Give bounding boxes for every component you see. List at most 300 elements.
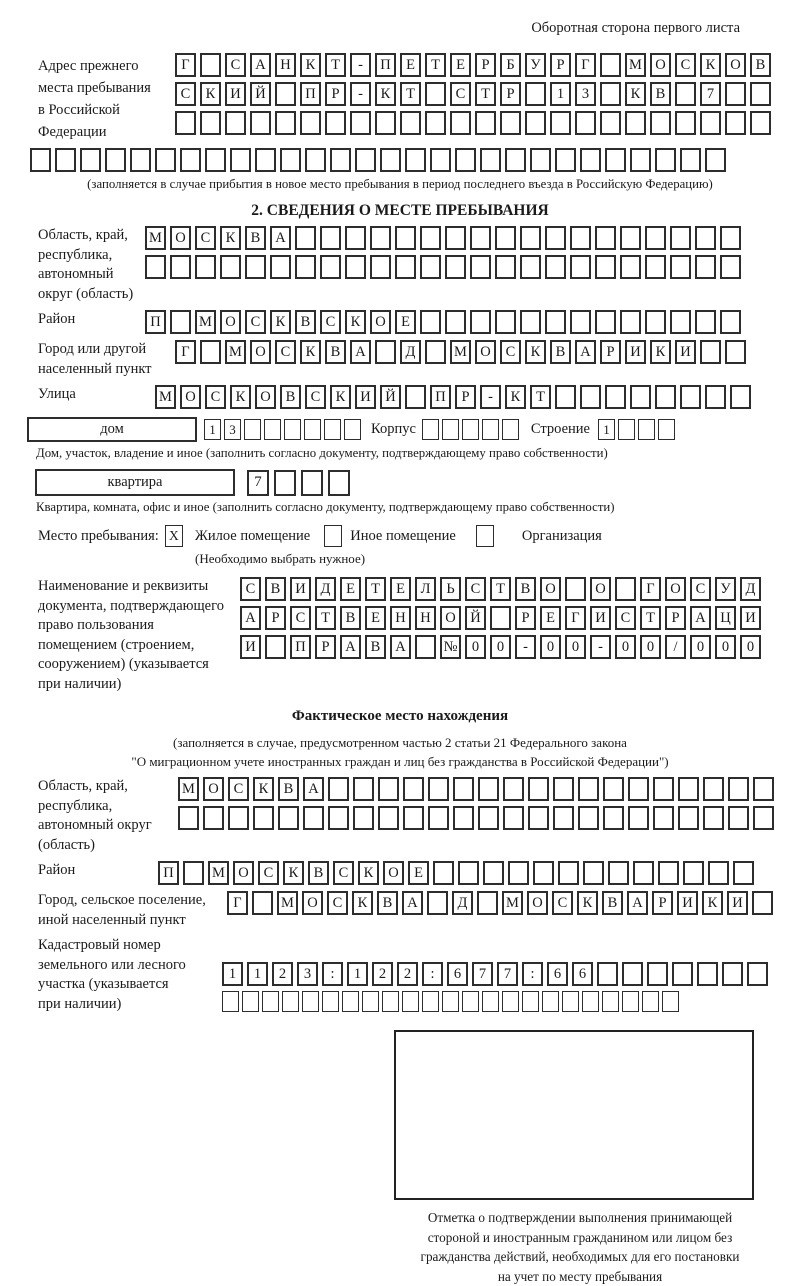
- char-box[interactable]: Р: [315, 635, 336, 659]
- char-box[interactable]: [645, 310, 666, 334]
- char-box[interactable]: [278, 806, 299, 830]
- char-box[interactable]: [475, 111, 496, 135]
- char-box[interactable]: [695, 226, 716, 250]
- char-box[interactable]: -: [350, 82, 371, 106]
- char-box[interactable]: [345, 255, 366, 279]
- char-box[interactable]: Е: [408, 861, 429, 885]
- char-box[interactable]: К: [352, 891, 373, 915]
- char-box[interactable]: [520, 255, 541, 279]
- char-box[interactable]: С: [240, 577, 261, 601]
- kvartira-type-box[interactable]: квартира: [35, 469, 235, 496]
- char-box[interactable]: [320, 226, 341, 250]
- char-box[interactable]: [728, 806, 749, 830]
- char-box[interactable]: [305, 148, 326, 172]
- char-box[interactable]: [605, 385, 626, 409]
- char-box[interactable]: [520, 310, 541, 334]
- char-box[interactable]: :: [522, 962, 543, 986]
- char-box[interactable]: Т: [315, 606, 336, 630]
- char-box[interactable]: [733, 861, 754, 885]
- char-box[interactable]: [747, 962, 768, 986]
- char-box[interactable]: [478, 806, 499, 830]
- char-box[interactable]: №: [440, 635, 461, 659]
- char-box[interactable]: [630, 385, 651, 409]
- char-box[interactable]: [655, 385, 676, 409]
- char-box[interactable]: А: [303, 777, 324, 801]
- char-box[interactable]: [265, 635, 286, 659]
- char-box[interactable]: [490, 606, 511, 630]
- char-box[interactable]: И: [625, 340, 646, 364]
- char-box[interactable]: [245, 255, 266, 279]
- char-box[interactable]: 0: [490, 635, 511, 659]
- char-box[interactable]: П: [430, 385, 451, 409]
- char-box[interactable]: М: [225, 340, 246, 364]
- char-box[interactable]: [675, 82, 696, 106]
- char-box[interactable]: С: [195, 226, 216, 250]
- char-box[interactable]: Р: [600, 340, 621, 364]
- char-box[interactable]: [200, 340, 221, 364]
- char-box[interactable]: М: [155, 385, 176, 409]
- char-box[interactable]: Г: [227, 891, 248, 915]
- char-box[interactable]: Р: [665, 606, 686, 630]
- char-box[interactable]: В: [340, 606, 361, 630]
- char-box[interactable]: [545, 255, 566, 279]
- char-box[interactable]: [720, 255, 741, 279]
- char-box[interactable]: Г: [640, 577, 661, 601]
- char-box[interactable]: И: [355, 385, 376, 409]
- char-box[interactable]: 7: [247, 470, 269, 496]
- char-box[interactable]: 6: [547, 962, 568, 986]
- char-box[interactable]: С: [690, 577, 711, 601]
- char-box[interactable]: [284, 419, 301, 440]
- char-box[interactable]: К: [358, 861, 379, 885]
- char-box[interactable]: [420, 310, 441, 334]
- char-box[interactable]: Ь: [440, 577, 461, 601]
- char-box[interactable]: [205, 148, 226, 172]
- char-box[interactable]: [375, 111, 396, 135]
- char-box[interactable]: [483, 861, 504, 885]
- char-box[interactable]: И: [290, 577, 311, 601]
- char-box[interactable]: К: [230, 385, 251, 409]
- char-box[interactable]: К: [253, 777, 274, 801]
- char-box[interactable]: [170, 255, 191, 279]
- char-box[interactable]: В: [602, 891, 623, 915]
- checkbox-organizatsiya[interactable]: [476, 525, 494, 547]
- char-box[interactable]: [300, 111, 321, 135]
- char-box[interactable]: [625, 111, 646, 135]
- char-box[interactable]: [595, 226, 616, 250]
- char-box[interactable]: [530, 148, 551, 172]
- char-box[interactable]: [670, 310, 691, 334]
- char-box[interactable]: [650, 111, 671, 135]
- char-box[interactable]: 7: [472, 962, 493, 986]
- char-box[interactable]: [324, 419, 341, 440]
- char-box[interactable]: [558, 861, 579, 885]
- char-box[interactable]: [750, 82, 771, 106]
- char-box[interactable]: [453, 777, 474, 801]
- char-box[interactable]: [703, 777, 724, 801]
- char-box[interactable]: [662, 991, 679, 1012]
- char-box[interactable]: [753, 777, 774, 801]
- char-box[interactable]: С: [320, 310, 341, 334]
- char-box[interactable]: -: [480, 385, 501, 409]
- char-box[interactable]: К: [300, 340, 321, 364]
- char-box[interactable]: К: [700, 53, 721, 77]
- char-box[interactable]: С: [258, 861, 279, 885]
- char-box[interactable]: Г: [575, 53, 596, 77]
- char-box[interactable]: Т: [475, 82, 496, 106]
- char-box[interactable]: С: [675, 53, 696, 77]
- char-box[interactable]: П: [300, 82, 321, 106]
- char-box[interactable]: М: [145, 226, 166, 250]
- checkbox-zhiloe[interactable]: X: [165, 525, 183, 547]
- char-box[interactable]: В: [515, 577, 536, 601]
- char-box[interactable]: [200, 111, 221, 135]
- char-box[interactable]: [264, 419, 281, 440]
- char-box[interactable]: [575, 111, 596, 135]
- char-box[interactable]: 0: [615, 635, 636, 659]
- char-box[interactable]: А: [270, 226, 291, 250]
- char-box[interactable]: Т: [365, 577, 386, 601]
- char-box[interactable]: [695, 310, 716, 334]
- char-box[interactable]: О: [650, 53, 671, 77]
- char-box[interactable]: Т: [425, 53, 446, 77]
- char-box[interactable]: [428, 806, 449, 830]
- char-box[interactable]: 1: [204, 419, 221, 440]
- char-box[interactable]: 6: [572, 962, 593, 986]
- char-box[interactable]: О: [540, 577, 561, 601]
- char-box[interactable]: [642, 991, 659, 1012]
- char-box[interactable]: 1: [222, 962, 243, 986]
- char-box[interactable]: К: [525, 340, 546, 364]
- char-box[interactable]: В: [325, 340, 346, 364]
- char-box[interactable]: [145, 255, 166, 279]
- char-box[interactable]: [728, 777, 749, 801]
- char-box[interactable]: [578, 777, 599, 801]
- char-box[interactable]: 6: [447, 962, 468, 986]
- char-box[interactable]: [295, 226, 316, 250]
- char-box[interactable]: [353, 806, 374, 830]
- char-box[interactable]: [422, 991, 439, 1012]
- char-box[interactable]: В: [308, 861, 329, 885]
- char-box[interactable]: А: [390, 635, 411, 659]
- char-box[interactable]: К: [577, 891, 598, 915]
- checkbox-inoe[interactable]: [324, 525, 342, 547]
- char-box[interactable]: [697, 962, 718, 986]
- char-box[interactable]: 7: [497, 962, 518, 986]
- char-box[interactable]: Т: [325, 53, 346, 77]
- char-box[interactable]: И: [677, 891, 698, 915]
- char-box[interactable]: [580, 385, 601, 409]
- char-box[interactable]: Г: [565, 606, 586, 630]
- char-box[interactable]: [638, 419, 655, 440]
- char-box[interactable]: Р: [515, 606, 536, 630]
- char-box[interactable]: П: [158, 861, 179, 885]
- char-box[interactable]: [228, 806, 249, 830]
- char-box[interactable]: [350, 111, 371, 135]
- char-box[interactable]: С: [228, 777, 249, 801]
- char-box[interactable]: [678, 777, 699, 801]
- char-box[interactable]: А: [690, 606, 711, 630]
- char-box[interactable]: [505, 148, 526, 172]
- char-box[interactable]: С: [615, 606, 636, 630]
- char-box[interactable]: [500, 111, 521, 135]
- char-box[interactable]: 1: [347, 962, 368, 986]
- char-box[interactable]: [622, 991, 639, 1012]
- char-box[interactable]: [425, 340, 446, 364]
- char-box[interactable]: Б: [500, 53, 521, 77]
- char-box[interactable]: У: [715, 577, 736, 601]
- char-box[interactable]: О: [370, 310, 391, 334]
- char-box[interactable]: [608, 861, 629, 885]
- char-box[interactable]: [583, 861, 604, 885]
- char-box[interactable]: И: [740, 606, 761, 630]
- char-box[interactable]: Н: [390, 606, 411, 630]
- char-box[interactable]: К: [330, 385, 351, 409]
- char-box[interactable]: [170, 310, 191, 334]
- char-box[interactable]: [725, 82, 746, 106]
- char-box[interactable]: [553, 806, 574, 830]
- char-box[interactable]: К: [375, 82, 396, 106]
- char-box[interactable]: [402, 991, 419, 1012]
- char-box[interactable]: [242, 991, 259, 1012]
- char-box[interactable]: :: [322, 962, 343, 986]
- char-box[interactable]: В: [280, 385, 301, 409]
- char-box[interactable]: А: [402, 891, 423, 915]
- char-box[interactable]: [195, 255, 216, 279]
- char-box[interactable]: [178, 806, 199, 830]
- char-box[interactable]: [244, 419, 261, 440]
- char-box[interactable]: [304, 419, 321, 440]
- char-box[interactable]: С: [327, 891, 348, 915]
- char-box[interactable]: П: [145, 310, 166, 334]
- char-box[interactable]: [562, 991, 579, 1012]
- char-box[interactable]: 0: [565, 635, 586, 659]
- char-box[interactable]: 2: [397, 962, 418, 986]
- char-box[interactable]: [342, 991, 359, 1012]
- char-box[interactable]: [503, 777, 524, 801]
- char-box[interactable]: Й: [250, 82, 271, 106]
- char-box[interactable]: П: [290, 635, 311, 659]
- char-box[interactable]: [595, 310, 616, 334]
- char-box[interactable]: [433, 861, 454, 885]
- char-box[interactable]: О: [170, 226, 191, 250]
- char-box[interactable]: [462, 419, 479, 440]
- char-box[interactable]: О: [203, 777, 224, 801]
- char-box[interactable]: Д: [740, 577, 761, 601]
- char-box[interactable]: [322, 991, 339, 1012]
- char-box[interactable]: В: [365, 635, 386, 659]
- char-box[interactable]: [502, 419, 519, 440]
- char-box[interactable]: В: [278, 777, 299, 801]
- char-box[interactable]: И: [225, 82, 246, 106]
- char-box[interactable]: И: [240, 635, 261, 659]
- char-box[interactable]: [555, 148, 576, 172]
- char-box[interactable]: О: [302, 891, 323, 915]
- char-box[interactable]: 1: [550, 82, 571, 106]
- char-box[interactable]: И: [727, 891, 748, 915]
- char-box[interactable]: [603, 806, 624, 830]
- char-box[interactable]: С: [465, 577, 486, 601]
- char-box[interactable]: О: [440, 606, 461, 630]
- char-box[interactable]: [274, 470, 296, 496]
- char-box[interactable]: [353, 777, 374, 801]
- char-box[interactable]: 0: [740, 635, 761, 659]
- char-box[interactable]: 3: [297, 962, 318, 986]
- char-box[interactable]: [80, 148, 101, 172]
- char-box[interactable]: Е: [450, 53, 471, 77]
- char-box[interactable]: [630, 148, 651, 172]
- char-box[interactable]: [565, 577, 586, 601]
- char-box[interactable]: [382, 991, 399, 1012]
- char-box[interactable]: [455, 148, 476, 172]
- char-box[interactable]: Р: [325, 82, 346, 106]
- char-box[interactable]: [400, 111, 421, 135]
- char-box[interactable]: [580, 148, 601, 172]
- char-box[interactable]: [502, 991, 519, 1012]
- char-box[interactable]: С: [205, 385, 226, 409]
- char-box[interactable]: В: [650, 82, 671, 106]
- char-box[interactable]: [345, 226, 366, 250]
- char-box[interactable]: -: [350, 53, 371, 77]
- char-box[interactable]: И: [675, 340, 696, 364]
- char-box[interactable]: [230, 148, 251, 172]
- char-box[interactable]: Й: [380, 385, 401, 409]
- char-box[interactable]: [658, 419, 675, 440]
- char-box[interactable]: [522, 991, 539, 1012]
- char-box[interactable]: [595, 255, 616, 279]
- char-box[interactable]: [362, 991, 379, 1012]
- char-box[interactable]: [628, 777, 649, 801]
- char-box[interactable]: А: [575, 340, 596, 364]
- char-box[interactable]: [482, 419, 499, 440]
- char-box[interactable]: 0: [640, 635, 661, 659]
- char-box[interactable]: [528, 777, 549, 801]
- char-box[interactable]: [303, 806, 324, 830]
- char-box[interactable]: [708, 861, 729, 885]
- char-box[interactable]: [482, 991, 499, 1012]
- char-box[interactable]: [553, 777, 574, 801]
- char-box[interactable]: [355, 148, 376, 172]
- char-box[interactable]: [405, 385, 426, 409]
- char-box[interactable]: [753, 806, 774, 830]
- char-box[interactable]: [545, 310, 566, 334]
- char-box[interactable]: 0: [540, 635, 561, 659]
- char-box[interactable]: В: [245, 226, 266, 250]
- char-box[interactable]: [253, 806, 274, 830]
- char-box[interactable]: О: [255, 385, 276, 409]
- char-box[interactable]: [453, 806, 474, 830]
- char-box[interactable]: [478, 777, 499, 801]
- char-box[interactable]: 1: [247, 962, 268, 986]
- char-box[interactable]: Р: [550, 53, 571, 77]
- char-box[interactable]: С: [225, 53, 246, 77]
- char-box[interactable]: [222, 991, 239, 1012]
- char-box[interactable]: [703, 806, 724, 830]
- char-box[interactable]: 3: [575, 82, 596, 106]
- char-box[interactable]: О: [220, 310, 241, 334]
- char-box[interactable]: [302, 991, 319, 1012]
- char-box[interactable]: [495, 310, 516, 334]
- char-box[interactable]: 2: [272, 962, 293, 986]
- char-box[interactable]: [480, 148, 501, 172]
- char-box[interactable]: К: [505, 385, 526, 409]
- char-box[interactable]: А: [250, 53, 271, 77]
- char-box[interactable]: Т: [400, 82, 421, 106]
- char-box[interactable]: О: [383, 861, 404, 885]
- char-box[interactable]: 2: [372, 962, 393, 986]
- char-box[interactable]: К: [283, 861, 304, 885]
- char-box[interactable]: [725, 340, 746, 364]
- char-box[interactable]: К: [220, 226, 241, 250]
- char-box[interactable]: [670, 226, 691, 250]
- char-box[interactable]: -: [590, 635, 611, 659]
- char-box[interactable]: У: [525, 53, 546, 77]
- char-box[interactable]: М: [625, 53, 646, 77]
- char-box[interactable]: [752, 891, 773, 915]
- char-box[interactable]: [670, 255, 691, 279]
- char-box[interactable]: Г: [175, 340, 196, 364]
- char-box[interactable]: [470, 226, 491, 250]
- char-box[interactable]: [380, 148, 401, 172]
- char-box[interactable]: С: [245, 310, 266, 334]
- char-box[interactable]: П: [375, 53, 396, 77]
- char-box[interactable]: [262, 991, 279, 1012]
- char-box[interactable]: [203, 806, 224, 830]
- char-box[interactable]: Р: [455, 385, 476, 409]
- char-box[interactable]: [503, 806, 524, 830]
- char-box[interactable]: [618, 419, 635, 440]
- char-box[interactable]: [220, 255, 241, 279]
- char-box[interactable]: С: [500, 340, 521, 364]
- char-box[interactable]: [700, 340, 721, 364]
- char-box[interactable]: [155, 148, 176, 172]
- char-box[interactable]: Р: [265, 606, 286, 630]
- char-box[interactable]: Г: [175, 53, 196, 77]
- char-box[interactable]: [395, 226, 416, 250]
- char-box[interactable]: [533, 861, 554, 885]
- char-box[interactable]: [620, 255, 641, 279]
- char-box[interactable]: Т: [490, 577, 511, 601]
- char-box[interactable]: Й: [465, 606, 486, 630]
- char-box[interactable]: [55, 148, 76, 172]
- char-box[interactable]: С: [175, 82, 196, 106]
- char-box[interactable]: [105, 148, 126, 172]
- char-box[interactable]: [255, 148, 276, 172]
- char-box[interactable]: [678, 806, 699, 830]
- char-box[interactable]: Р: [500, 82, 521, 106]
- char-box[interactable]: [470, 255, 491, 279]
- char-box[interactable]: О: [475, 340, 496, 364]
- char-box[interactable]: [645, 255, 666, 279]
- char-box[interactable]: [425, 82, 446, 106]
- char-box[interactable]: [525, 111, 546, 135]
- char-box[interactable]: [183, 861, 204, 885]
- char-box[interactable]: Л: [415, 577, 436, 601]
- char-box[interactable]: С: [305, 385, 326, 409]
- char-box[interactable]: [578, 806, 599, 830]
- char-box[interactable]: С: [290, 606, 311, 630]
- char-box[interactable]: [427, 891, 448, 915]
- char-box[interactable]: [675, 111, 696, 135]
- char-box[interactable]: В: [265, 577, 286, 601]
- char-box[interactable]: [428, 777, 449, 801]
- char-box[interactable]: [275, 111, 296, 135]
- char-box[interactable]: [582, 991, 599, 1012]
- char-box[interactable]: [442, 419, 459, 440]
- char-box[interactable]: О: [233, 861, 254, 885]
- char-box[interactable]: [330, 148, 351, 172]
- char-box[interactable]: М: [277, 891, 298, 915]
